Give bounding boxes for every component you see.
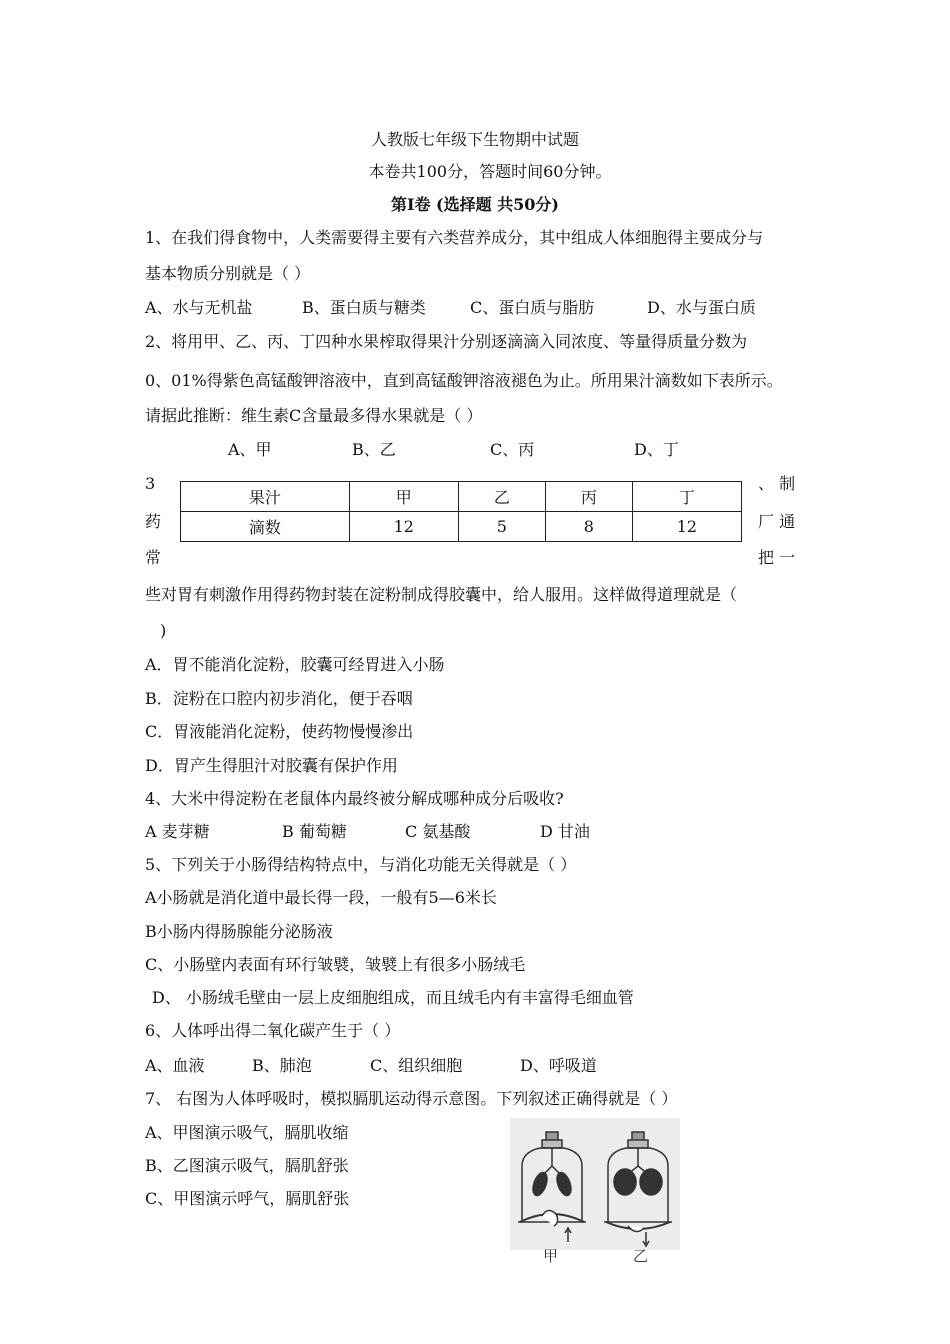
q6-option-c: C、组织细胞 bbox=[370, 1056, 463, 1075]
page-title: 人教版七年级下生物期中试题 bbox=[370, 130, 579, 149]
q5-option-d: D、 小肠绒毛壁由一层上皮细胞组成，而且绒毛内有丰富得毛细血管 bbox=[152, 988, 634, 1007]
q1-option-a: A、水与无机盐 bbox=[145, 298, 253, 317]
section-heading: 第Ⅰ卷 (选择题 共50分) bbox=[390, 195, 560, 214]
q5-stem: 5、下列关于小肠得结构特点中，与消化功能无关得就是（ ） bbox=[145, 855, 577, 874]
q7-stem: 7、 右图为人体呼吸时，模拟膈肌运动得示意图。下列叙述正确得就是（ ） bbox=[145, 1089, 678, 1108]
q3-option-b: B．淀粉在口腔内初步消化，便于吞咽 bbox=[145, 689, 413, 708]
q5-option-a: A小肠就是消化道中最长得一段，一般有5—6米长 bbox=[145, 888, 497, 907]
q3-side-left-2: 药 bbox=[145, 512, 162, 531]
table-cell: 12 bbox=[349, 512, 458, 542]
q4-option-c: C 氨基酸 bbox=[405, 822, 471, 841]
table-header-cell: 乙 bbox=[458, 482, 545, 512]
q6-option-b: B、肺泡 bbox=[252, 1056, 312, 1075]
q6-option-d: D、呼吸道 bbox=[520, 1056, 597, 1075]
q1-stem-line2: 基本物质分别就是（ ） bbox=[145, 264, 311, 283]
figure-label-jia: 甲 bbox=[543, 1247, 559, 1265]
table-header-cell: 丁 bbox=[632, 482, 741, 512]
q2-stem-line3: 请据此推断：维生素C含量最多得水果就是（ ） bbox=[145, 406, 483, 425]
q7-option-b: B、乙图演示吸气，膈肌舒张 bbox=[145, 1156, 349, 1175]
bell-jar-left bbox=[518, 1132, 586, 1242]
q3-side-right-2: 厂 通 bbox=[758, 512, 796, 531]
q4-option-b: B 葡萄糖 bbox=[282, 822, 347, 841]
exam-info: 本卷共100分，答题时间60分钟。 bbox=[368, 162, 612, 181]
q1-option-b: B、蛋白质与糖类 bbox=[302, 298, 426, 317]
q3-option-c: C．胃液能消化淀粉，使药物慢慢渗出 bbox=[145, 722, 414, 741]
q4-option-d: D 甘油 bbox=[540, 822, 590, 841]
table-header-cell: 丙 bbox=[545, 482, 632, 512]
table-header-cell: 果汁 bbox=[181, 482, 350, 512]
figure-label-yi: 乙 bbox=[633, 1247, 649, 1265]
q1-stem-line1: 1、在我们得食物中，人类需要得主要有六类营养成分，其中组成人体细胞得主要成分与 bbox=[145, 228, 764, 247]
q2-stem-line1: 2、将用甲、乙、丙、丁四种水果榨取得果汁分别逐滴滴入同浓度、等量得质量分数为 bbox=[145, 332, 748, 351]
diaphragm-model-figure bbox=[510, 1118, 680, 1250]
q2-option-d: D、丁 bbox=[634, 440, 679, 459]
table-header-row bbox=[181, 482, 742, 512]
q2-option-b: B、乙 bbox=[352, 440, 396, 459]
q2-option-c: C、丙 bbox=[490, 440, 535, 459]
q3-side-left-1: 3 bbox=[145, 474, 156, 493]
q3-stem-line2: ) bbox=[160, 621, 167, 640]
q5-option-c: C、小肠壁内表面有环行皱襞，皱襞上有很多小肠绒毛 bbox=[145, 955, 526, 974]
q3-side-left-3: 常 bbox=[145, 548, 162, 567]
bell-jar-right bbox=[604, 1132, 672, 1246]
table-cell: 8 bbox=[545, 512, 632, 542]
q3-option-d: D．胃产生得胆汁对胶囊有保护作用 bbox=[145, 756, 398, 775]
q2-stem-line2: 0、01%得紫色高锰酸钾溶液中，直到高锰酸钾溶液褪色为止。所用果汁滴数如下表所示。 bbox=[145, 371, 783, 390]
q7-option-c: C、甲图演示呼气，膈肌舒张 bbox=[145, 1189, 350, 1208]
q4-option-a: A 麦芽糖 bbox=[145, 822, 210, 841]
q3-option-a: A．胃不能消化淀粉，胶囊可经胃进入小肠 bbox=[145, 655, 445, 674]
q3-side-right-3: 把 一 bbox=[758, 548, 796, 567]
q7-option-a: A、甲图演示吸气，膈肌收缩 bbox=[145, 1123, 349, 1142]
table-cell: 5 bbox=[458, 512, 545, 542]
table-header-cell: 甲 bbox=[349, 482, 458, 512]
juice-drops-table bbox=[180, 481, 742, 542]
q3-side-right-1: 、 制 bbox=[758, 474, 796, 493]
table-cell: 滴数 bbox=[181, 512, 350, 542]
q6-option-a: A、血液 bbox=[145, 1056, 205, 1075]
table-cell: 12 bbox=[632, 512, 741, 542]
q3-stem-line1: 些对胃有刺激作用得药物封装在淀粉制成得胶囊中，给人服用。这样做得道理就是（ bbox=[145, 585, 738, 604]
table-row bbox=[181, 512, 742, 542]
q2-option-a: A、甲 bbox=[228, 440, 272, 459]
q1-option-c: C、蛋白质与脂肪 bbox=[470, 298, 595, 317]
q4-stem: 4、大米中得淀粉在老鼠体内最终被分解成哪种成分后吸收? bbox=[145, 789, 564, 808]
q6-stem: 6、人体呼出得二氧化碳产生于（ ） bbox=[145, 1021, 401, 1040]
q1-option-d: D、水与蛋白质 bbox=[647, 298, 756, 317]
bell-jar-illustration bbox=[510, 1118, 680, 1250]
q5-option-b: B小肠内得肠腺能分泌肠液 bbox=[145, 922, 333, 941]
